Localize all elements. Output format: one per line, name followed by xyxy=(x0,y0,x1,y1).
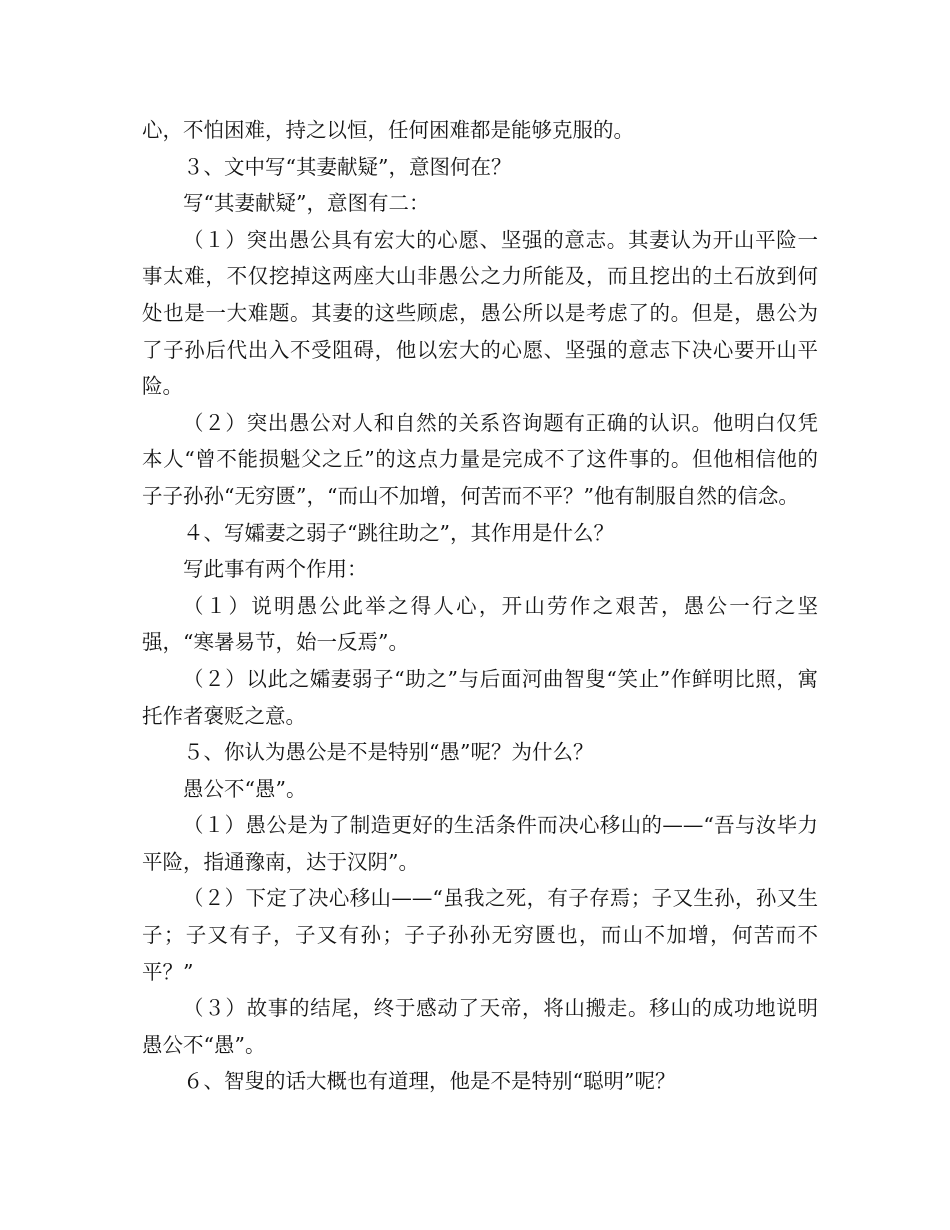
answer-5-point-2: （２）下定了决心移山——“虽我之死，有子存焉；子又生孙，孙又生子；子又有子，子又有孙；子子孙孙无穷匮也，而山不加增，何苦而不平？” xyxy=(142,886,818,984)
answer-5-point-1: （１）愚公是为了制造更好的生活条件而决心移山的——“吾与汝毕力平险，指通豫南，达于汉阴”。 xyxy=(142,813,818,874)
answer-3-point-2: （２）突出愚公对人和自然的关系咨询题有正确的认识。他明白仅凭本人“曾不能损魁父之丘”的这点力量是完成不了这件事的。但他相信他的子子孙孙“无穷匮”，“而山不加增，何苦而不平？”他有制服自然的信念。 xyxy=(142,410,818,508)
answer-5-point-3: （３）故事的结尾，终于感动了天帝，将山搬走。移山的成功地说明愚公不“愚”。 xyxy=(142,996,818,1057)
document-page xyxy=(142,112,818,1100)
answer-4-intro: 写此事有两个作用： xyxy=(183,557,368,582)
paragraph-continuation: 心，不怕困难，持之以恒，任何困难都是能够克服的。 xyxy=(142,118,634,142)
question-4: ４、写孀妻之弱子“跳往助之”，其作用是什么？ xyxy=(183,520,614,545)
question-6: ６、智叟的话大概也有道理，他是不是特别“聪明”呢？ xyxy=(183,1069,676,1094)
question-3: ３、文中写“其妻献疑”，意图何在？ xyxy=(183,154,512,179)
question-5: ５、你认为愚公是不是特别“愚”呢？为什么？ xyxy=(183,740,594,765)
answer-3-point-1: （１）突出愚公具有宏大的心愿、坚强的意志。其妻认为开山平险一事太难，不仅挖掉这两座大山非愚公之力所能及，而且挖出的土石放到何处也是一大难题。其妻的这些顾虑，愚公所以是考虑了的。但是，愚公为了子孙后代出入不受阻碍，他以宏大的心愿、坚强的意志下决心要开山平险。 xyxy=(142,227,818,399)
answer-3-intro: 写“其妻献疑”，意图有二： xyxy=(183,191,430,216)
answer-4-point-1: （１）说明愚公此举之得人心，开山劳作之艰苦，愚公一行之坚强，“寒暑易节，始一反焉”。 xyxy=(142,593,818,655)
answer-5-intro: 愚公不“愚”。 xyxy=(183,776,307,801)
answer-4-point-2: （２）以此之孀妻弱子“助之”与后面河曲智叟“笑止”作鲜明比照，寓托作者褒贬之意。 xyxy=(142,666,818,728)
